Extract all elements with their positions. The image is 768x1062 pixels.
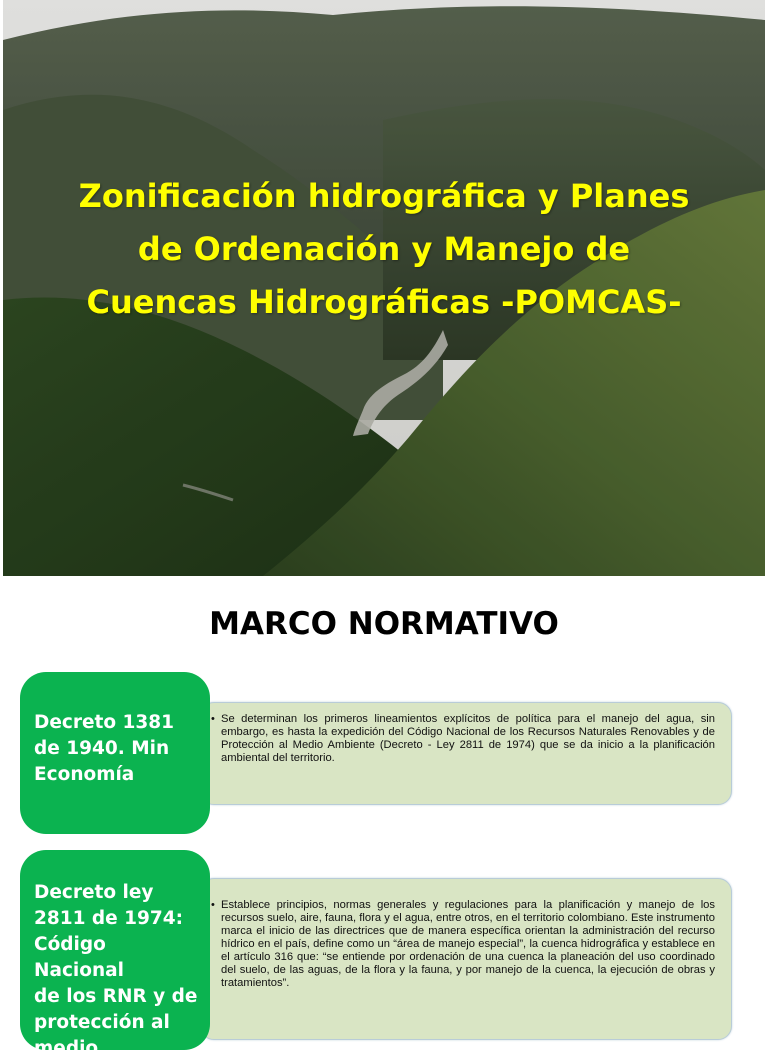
- bullet-marker: •: [211, 713, 215, 725]
- label-line: protección al: [34, 1012, 170, 1033]
- description-text: Establece principios, normas generales y regulaciones para la planificación y manejo de los recursos suelo, aire, fauna, flora y el agua, entre otros, en el territorio colombiano. Este instrumento marca el inicio de las directrices que de manera específica orientan la administración del recurso hídrico en el país, define como un “área de manejo especial”, la cuenca hidrográfica y establece en el artículo 316 que: “se entiende por ordenación de una cuenca la planeación del uso coordinado del suelo, de las aguas, de la flora y la fauna, y por manejo de la cuenca, la ejecución de obras y tratamientos”.: [221, 899, 715, 989]
- description-box: [200, 878, 732, 1040]
- title-line-3: Cuencas Hidrográficas -POMCAS-: [86, 283, 682, 321]
- description-box: [200, 702, 732, 805]
- label-line: Código Nacional: [34, 934, 124, 981]
- label-line: Economía: [34, 764, 135, 785]
- normative-entry: [0, 850, 768, 1059]
- marco-normativo-slide: [0, 576, 768, 1059]
- presentation-title: [40, 170, 728, 329]
- label-line: medio: [34, 1038, 99, 1059]
- decree-label-box: [20, 850, 210, 1059]
- label-line: de 1940. Min: [34, 738, 170, 759]
- title-line-1: Zonificación hidrográfica y Planes: [78, 177, 690, 215]
- decree-label: [34, 880, 202, 1062]
- bullet-marker: •: [211, 899, 215, 911]
- slide-heading: MARCO NORMATIVO: [209, 606, 559, 642]
- label-line: Decreto ley: [34, 882, 154, 903]
- description-text: Se determinan los primeros lineamientos explícitos de política para el manejo del agua, sin embargo, es hasta la expedición del Código Nacional de los Recursos Naturales Renovables y de Protección al Medio Ambiente (Decreto - Ley 2811 de 1974) que se da inicio a la planificación ambiental del territorio.: [221, 713, 715, 764]
- label-line: 2811 de 1974:: [34, 908, 184, 929]
- decree-label: [34, 710, 202, 788]
- title-line-2: de Ordenación y Manejo de: [137, 230, 631, 268]
- label-line: de los RNR y de: [34, 986, 198, 1007]
- decree-label-box: [20, 672, 210, 834]
- label-line: Decreto 1381: [34, 712, 175, 733]
- normative-entry: [0, 672, 768, 838]
